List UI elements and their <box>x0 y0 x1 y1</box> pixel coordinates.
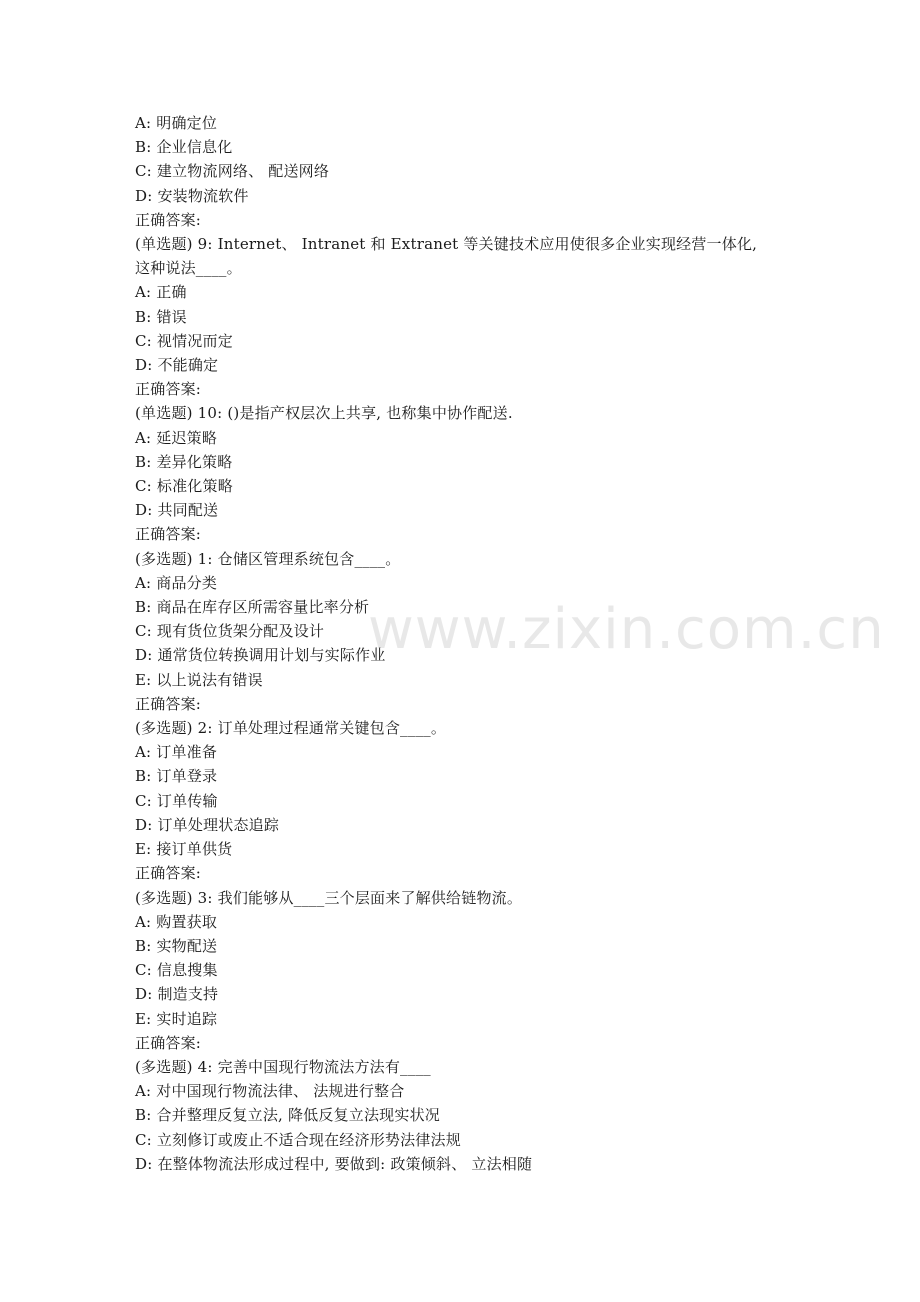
question-stem: (多选题) 1: 仓储区管理系统包含____。 <box>135 549 401 568</box>
option-item: A: 商品分类 <box>135 573 218 592</box>
option-item: C: 现有货位货架分配及设计 <box>135 622 325 641</box>
text-line: 这种说法____。 <box>135 259 242 278</box>
option-item: D: 订单处理状态追踪 <box>135 815 280 834</box>
answer-label: 正确答案: <box>135 525 202 544</box>
option-item: B: 商品在库存区所需容量比率分析 <box>135 598 370 617</box>
question-list <box>135 111 815 1176</box>
option-item: A: 对中国现行物流法律、 法规进行整合 <box>135 1082 405 1101</box>
question-stem: (多选题) 3: 我们能够从____三个层面来了解供给链物流。 <box>135 888 523 907</box>
option-item: C: 视情况而定 <box>135 331 233 350</box>
option-item: B: 合并整理反复立法, 降低反复立法现实状况 <box>135 1106 440 1125</box>
option-item: D: 在整体物流法形成过程中, 要做到: 政策倾斜、 立法相随 <box>135 1154 533 1173</box>
option-item: B: 企业信息化 <box>135 138 233 157</box>
option-item: C: 建立物流网络、 配送网络 <box>135 162 330 181</box>
option-item: A: 购置获取 <box>135 912 218 931</box>
answer-label: 正确答案: <box>135 210 202 229</box>
option-item: B: 实物配送 <box>135 936 218 955</box>
option-item: A: 延迟策略 <box>135 428 218 447</box>
answer-label: 正确答案: <box>135 1033 202 1052</box>
option-item: C: 立刻修订或废止不适合现在经济形势法律法规 <box>135 1130 461 1149</box>
option-item: C: 订单传输 <box>135 791 218 810</box>
question-stem: (多选题) 2: 订单处理过程通常关键包含____。 <box>135 719 447 738</box>
question-stem: (单选题) 10: ()是指产权层次上共享, 也称集中协作配送. <box>135 404 513 423</box>
option-item: A: 明确定位 <box>135 114 218 132</box>
option-item: C: 标准化策略 <box>135 477 233 496</box>
question-stem: (单选题) 9: Internet、 Intranet 和 Extranet 等关键技术应用使很多企业实现经营一体化, <box>135 235 758 254</box>
option-item: C: 信息搜集 <box>135 961 218 980</box>
answer-label: 正确答案: <box>135 380 202 399</box>
option-item: E: 实时追踪 <box>135 1009 218 1028</box>
option-item: D: 制造支持 <box>135 985 219 1004</box>
option-item: D: 安装物流软件 <box>135 186 249 205</box>
answer-label: 正确答案: <box>135 864 202 883</box>
watermark: www.zixin.com.cn <box>368 597 885 662</box>
option-item: E: 以上说法有错误 <box>135 670 263 689</box>
option-item: D: 共同配送 <box>135 501 219 520</box>
option-item: A: 订单准备 <box>135 743 218 762</box>
option-item: A: 正确 <box>135 283 187 302</box>
option-item: D: 不能确定 <box>135 356 219 375</box>
option-item: D: 通常货位转换调用计划与实际作业 <box>135 646 386 665</box>
option-item: B: 差异化策略 <box>135 452 233 471</box>
answer-label: 正确答案: <box>135 694 202 713</box>
option-item: E: 接订单供货 <box>135 840 233 859</box>
question-stem: (多选题) 4: 完善中国现行物流法方法有____ <box>135 1057 431 1076</box>
option-item: B: 错误 <box>135 307 187 326</box>
option-item: B: 订单登录 <box>135 767 218 786</box>
